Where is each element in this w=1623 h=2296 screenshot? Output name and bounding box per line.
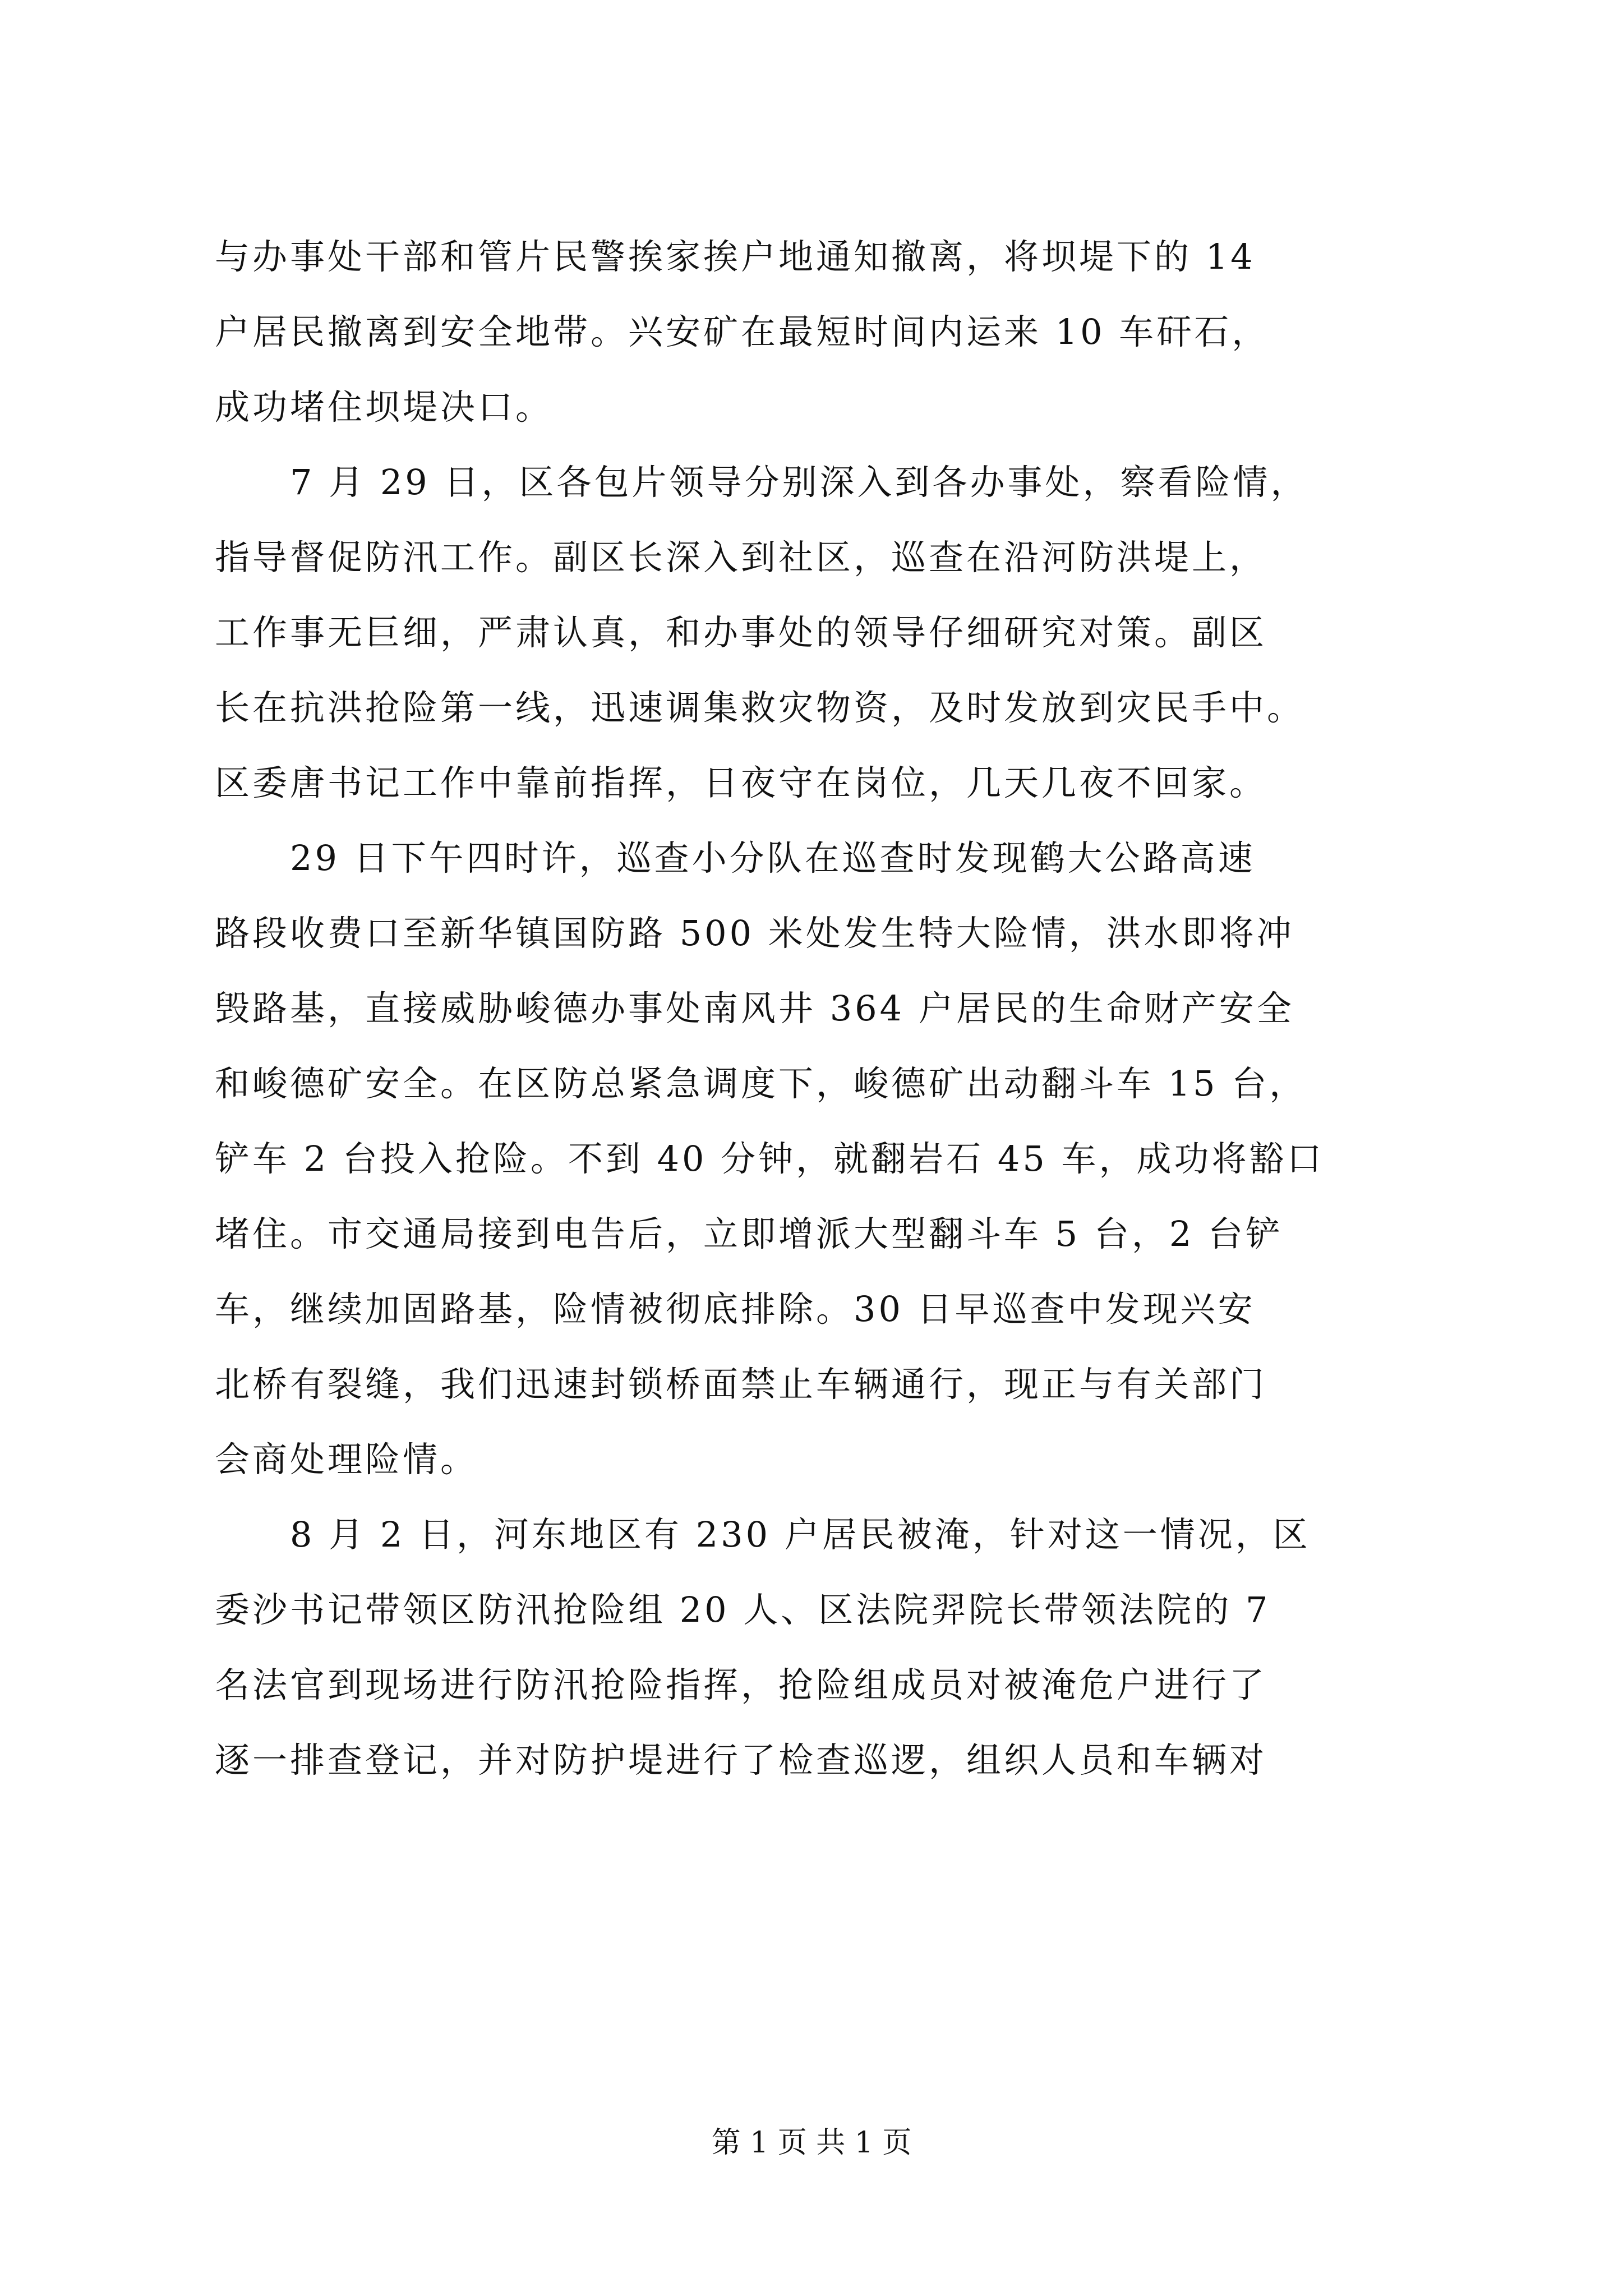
page-footer: 第 1 页 共 1 页 [711, 2126, 912, 2160]
body-text-line: 指导督促防汛工作。副区长深入到社区，巡查在沿河防洪堤上， [215, 537, 1267, 578]
body-text-line: 名法官到现场进行防汛抢险指挥，抢险组成员对被淹危户进行了 [215, 1664, 1267, 1705]
body-text-line: 8 月 2 日，河东地区有 230 户居民被淹，针对这一情况，区 [215, 1514, 1311, 1555]
body-text-line: 工作事无巨细，严肃认真，和办事处的领导仔细研究对策。副区 [215, 612, 1267, 653]
body-text-line: 北桥有裂缝，我们迅速封锁桥面禁止车辆通行，现正与有关部门 [215, 1364, 1267, 1405]
body-text-line: 长在抗洪抢险第一线，迅速调集救灾物资，及时发放到灾民手中。 [215, 687, 1305, 728]
body-text-line: 铲车 2 台投入抢险。不到 40 分钟，就翻岩石 45 车，成功将豁口 [215, 1138, 1325, 1179]
body-text-line: 委沙书记带领区防汛抢险组 20 人、区法院羿院长带领法院的 7 [215, 1589, 1271, 1630]
body-text-line: 逐一排查登记，并对防护堤进行了检查巡逻，组织人员和车辆对 [215, 1740, 1267, 1780]
body-text-line: 路段收费口至新华镇国防路 500 米处发生特大险情，洪水即将冲 [215, 913, 1294, 954]
body-text-line: 户居民撤离到安全地带。兴安矿在最短时间内运来 10 车矸石， [215, 311, 1270, 352]
body-text-line: 29 日下午四时许，巡查小分队在巡查时发现鹤大公路高速 [215, 838, 1256, 878]
body-text-line: 毁路基，直接威胁峻德办事处南风井 364 户居民的生命财产安全 [215, 988, 1294, 1029]
body-text-line: 车，继续加固路基，险情被彻底排除。30 日早巡查中发现兴安 [215, 1289, 1256, 1329]
body-text-line: 7 月 29 日，区各包片领导分别深入到各办事处，察看险情， [215, 462, 1308, 503]
body-text-line: 成功堵住坝堤决口。 [215, 386, 554, 427]
body-text-line: 堵住。市交通局接到电告后，立即增派大型翻斗车 5 台，2 台铲 [215, 1213, 1284, 1254]
body-text-line: 区委唐书记工作中靠前指挥，日夜守在岗位，几天几夜不回家。 [215, 762, 1267, 803]
body-text-line: 会商处理险情。 [215, 1439, 478, 1480]
body-text-line: 和峻德矿安全。在区防总紧急调度下，峻德矿出动翻斗车 15 台， [215, 1063, 1307, 1104]
body-text-line: 与办事处干部和管片民警挨家挨户地通知撤离，将坝堤下的 14 [215, 236, 1256, 277]
